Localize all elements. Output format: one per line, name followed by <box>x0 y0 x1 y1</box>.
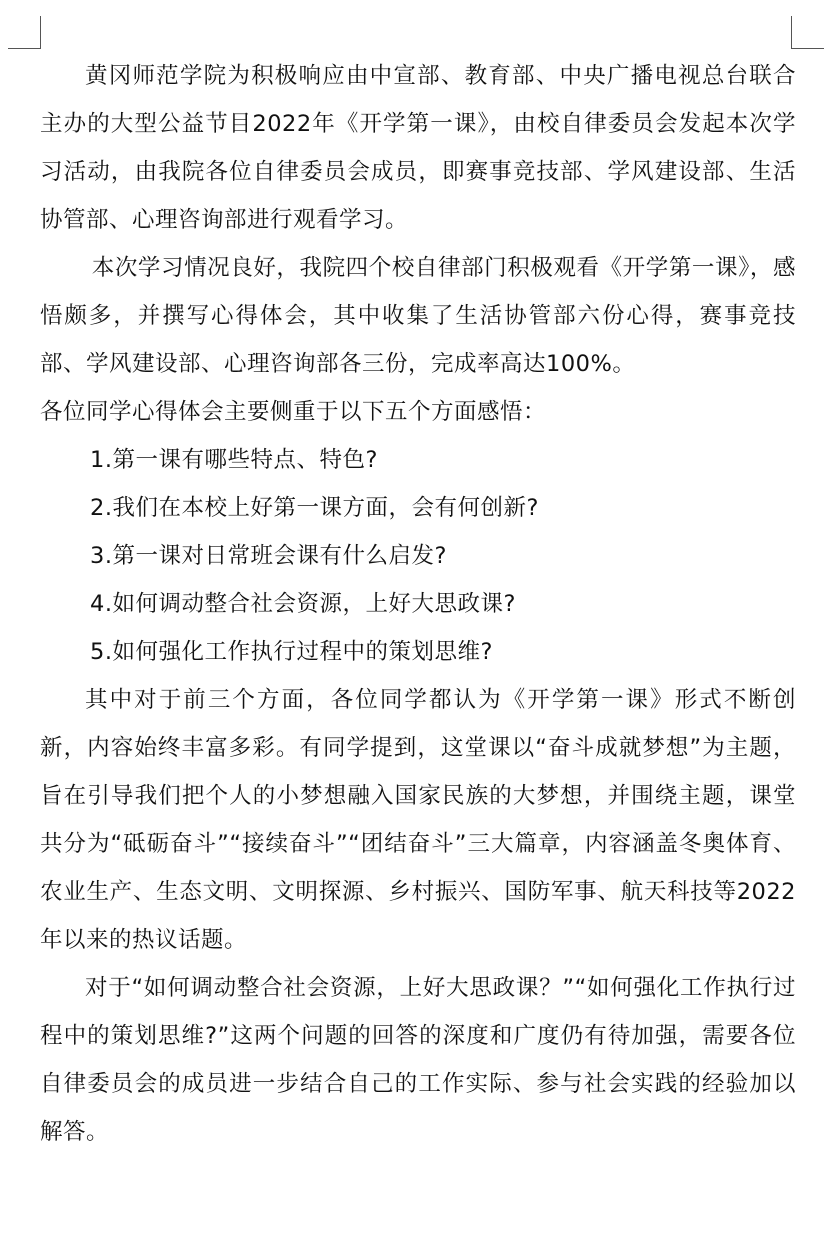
question-item-2: 2.我们在本校上好第一课方面，会有何创新? <box>90 495 539 521</box>
paragraph-intro: 黄冈师范学院为积极响应由中宣部、教育部、中央广播电视总台联合主办的大型公益节目2022年《开学第一课》，由校自律委员会发起本次学习活动，由我院各位自律委员会成员，即赛事竞技部、学风建设部、生活协管部、心理咨询部进行观看学习。 <box>40 63 796 233</box>
question-item-5: 5.如何强化工作执行过程中的策划思维? <box>90 639 493 665</box>
paragraph-aspects-lead: 各位同学心得体会主要侧重于以下五个方面感悟： <box>40 399 547 425</box>
question-list <box>40 436 796 676</box>
question-item-4: 4.如何调动整合社会资源，上好大思政课? <box>90 591 516 617</box>
crop-mark-top-right <box>791 16 824 49</box>
question-item-1: 1.第一课有哪些特点、特色? <box>90 447 378 473</box>
paragraph-last-two: 对于“如何调动整合社会资源，上好大思政课？”“如何强化工作执行过程中的策划思维?”这两个问题的回答的深度和广度仍有待加强，需要各位自律委员会的成员进一步结合自己的工作实际、参与社会实践的经验加以解答。 <box>40 975 796 1145</box>
crop-mark-top-left <box>8 16 41 49</box>
paragraph-summary: 本次学习情况良好，我院四个校自律部门积极观看《开学第一课》，感悟颇多，并撰写心得体会，其中收集了生活协管部六份心得，赛事竞技部、学风建设部、心理咨询部各三份，完成率高达100%。 <box>40 255 796 377</box>
paragraph-first-three: 其中对于前三个方面，各位同学都认为《开学第一课》形式不断创新，内容始终丰富多彩。有同学提到，这堂课以“奋斗成就梦想”为主题，旨在引导我们把个人的小梦想融入国家民族的大梦想，并围绕主题，课堂共分为“砥砺奋斗”“接续奋斗”“团结奋斗”三大篇章，内容涵盖冬奥体育、农业生产、生态文明、文明探源、乡村振兴、国防军事、航天科技等2022年以来的热议话题。 <box>40 687 796 953</box>
question-item-3: 3.第一课对日常班会课有什么启发? <box>90 543 447 569</box>
document-body <box>40 52 796 1156</box>
